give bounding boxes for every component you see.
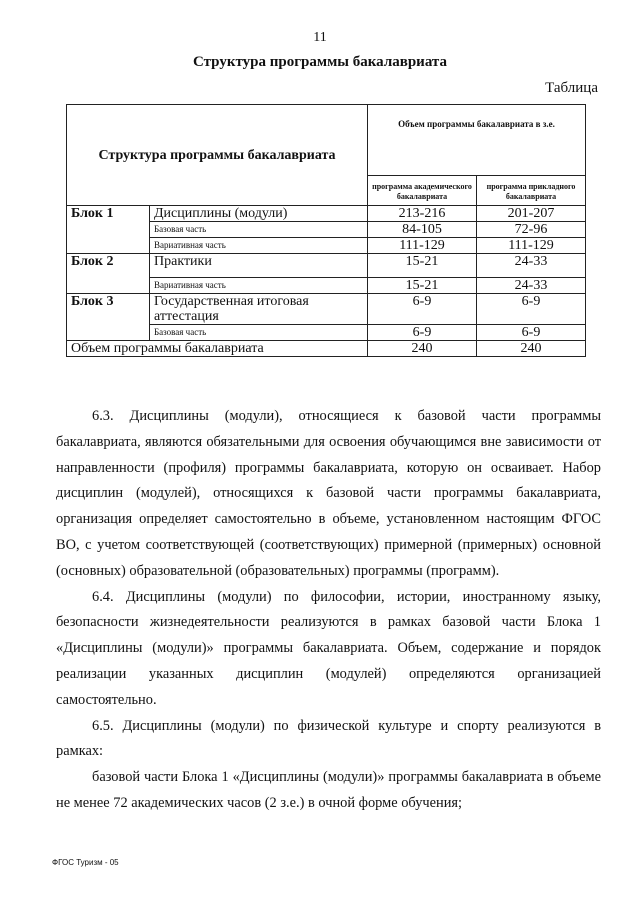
value-applied: 111-129 [477, 238, 586, 254]
row-name: Вариативная часть [150, 238, 368, 254]
total-label: Объем программы бакалавриата [67, 341, 368, 357]
block-label: Блок 2 [67, 254, 150, 294]
row-name: Государственная итоговая аттестация [150, 294, 368, 325]
value-applied: 201-207 [477, 206, 586, 222]
value-applied: 72-96 [477, 222, 586, 238]
table-header-row [67, 105, 586, 176]
block-label: Блок 3 [67, 294, 150, 341]
value-academic: 84-105 [368, 222, 477, 238]
value-academic: 15-21 [368, 278, 477, 294]
header-volume: Объем программы бакалавриата в з.е. [368, 105, 586, 176]
block-label: Блок 1 [67, 206, 150, 254]
page-number: 11 [313, 30, 327, 45]
table-total-row [67, 341, 586, 357]
paragraph-6-5-item: базовой части Блока 1 «Дисциплины (модули)» программы бакалавриата в объеме не менее 72 академических часов (2 з.е.) в очной форме обучения; [56, 769, 601, 811]
header-academic: программа академического бакалавриата [368, 176, 477, 206]
table-label: Таблица [545, 80, 598, 96]
value-applied: 24-33 [477, 278, 586, 294]
paragraph-6-4: 6.4. Дисциплины (модули) по философии, истории, иностранному языку, безопасности жизнедеятельности реализуются в рамках базовой части Блока 1 «Дисциплины (модули)» программы бакалавриата. Объем, содержание и порядок реализации указанных дисциплин (модулей) определяются организацией самостоятельно. [56, 588, 601, 708]
row-name: Практики [150, 254, 368, 278]
footer-label: ФГОС Туризм - 05 [52, 858, 119, 867]
paragraph-6-5: 6.5. Дисциплины (модули) по физической культуре и спорту реализуются в рамках: [56, 717, 601, 760]
table-row [67, 254, 586, 278]
total-academic: 240 [368, 341, 477, 357]
paragraph-6-3: 6.3. Дисциплины (модули), относящиеся к базовой части программы бакалавриата, являются обязательными для освоения обучающимся вне зависимости от направленности (профиля) программы бакалавриата, которую он осваивает. Набор дисциплин (модулей), относящихся к базовой части программы бакалавриата, организация определяет самостоятельно в объеме, установленном настоящим ФГОС ВО, с учетом соответствующей (соответствующих) примерной (примерных) основной (основных) образовательной (образовательных) программы (программ). [56, 408, 601, 579]
table-row [67, 206, 586, 222]
header-structure: Структура программы бакалавриата [67, 105, 368, 206]
value-academic: 213-216 [368, 206, 477, 222]
program-structure-table [66, 104, 586, 357]
row-name: Вариативная часть [150, 278, 368, 294]
value-academic: 6-9 [368, 325, 477, 341]
row-name: Базовая часть [150, 325, 368, 341]
value-academic: 111-129 [368, 238, 477, 254]
value-applied: 6-9 [477, 325, 586, 341]
row-name: Дисциплины (модули) [150, 206, 368, 222]
table-row [67, 294, 586, 325]
row-name: Базовая часть [150, 222, 368, 238]
body-text [56, 404, 601, 817]
value-applied: 6-9 [477, 294, 586, 325]
value-applied: 24-33 [477, 254, 586, 278]
document-title: Структура программы бакалавриата [193, 54, 447, 70]
total-applied: 240 [477, 341, 586, 357]
header-applied: программа прикладного бакалавриата [477, 176, 586, 206]
value-academic: 6-9 [368, 294, 477, 325]
value-academic: 15-21 [368, 254, 477, 278]
